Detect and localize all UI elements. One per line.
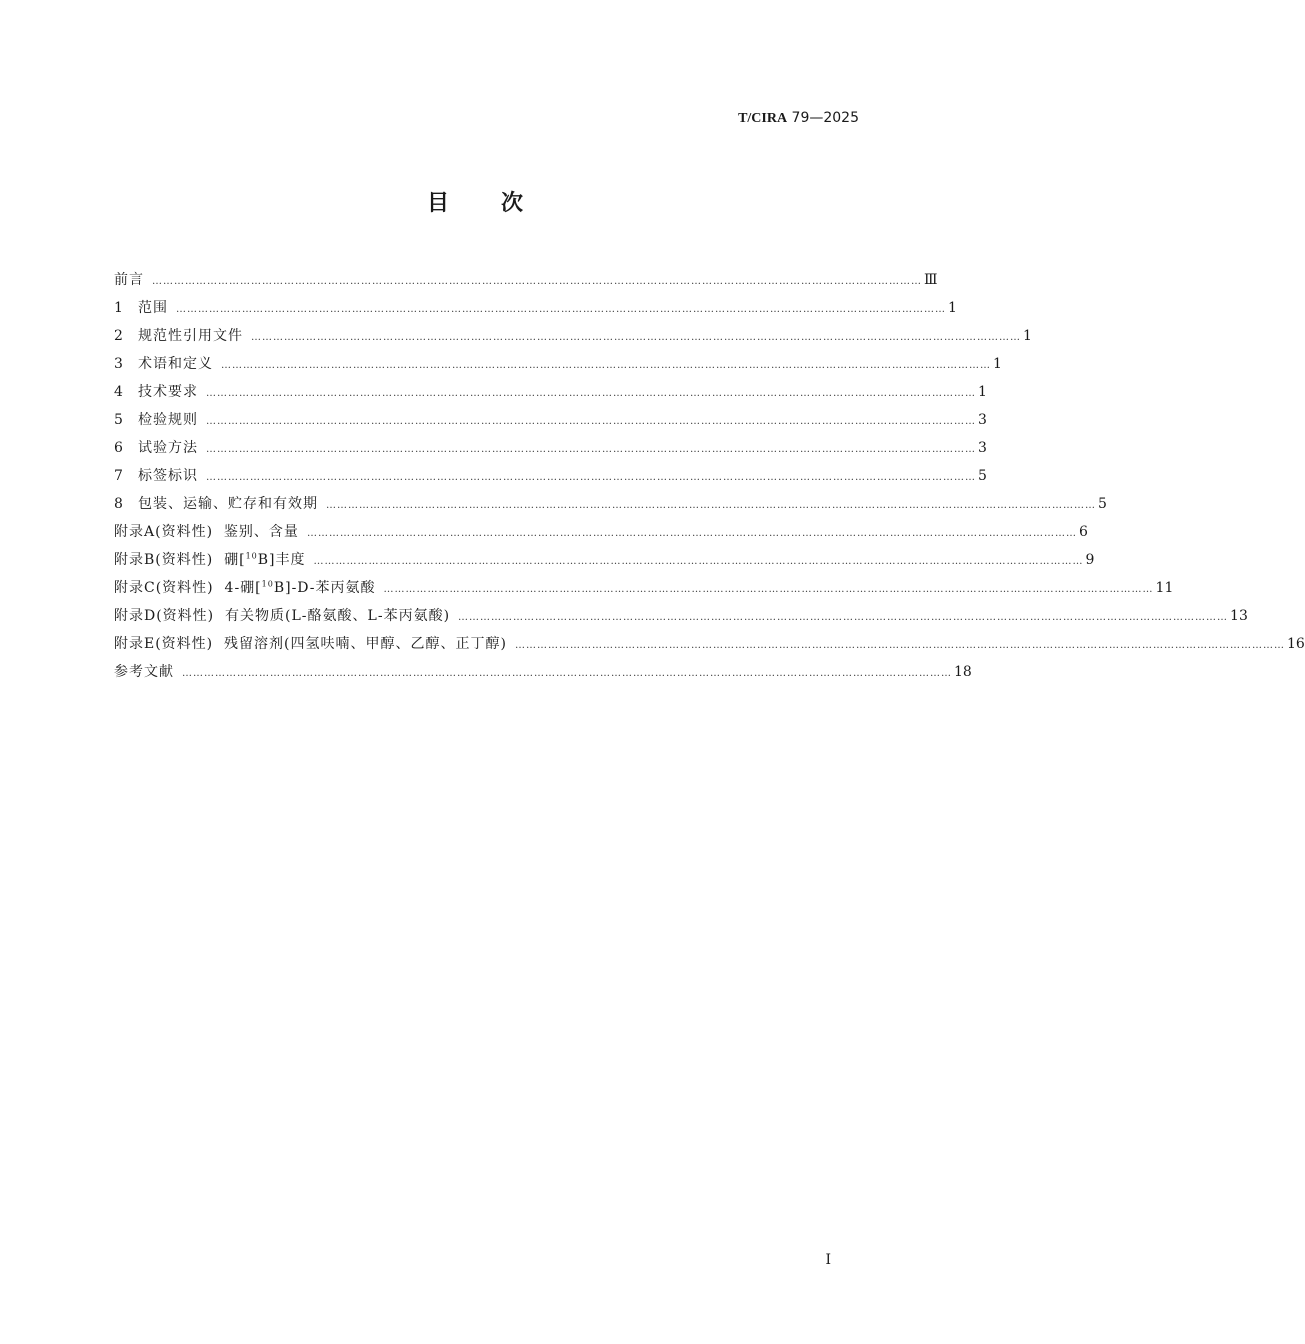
toc-entry-label xyxy=(114,546,306,574)
toc-entry-label-pre: 附录C(资料性) 4-硼[ xyxy=(114,580,262,596)
toc-entry-annex-c[interactable] xyxy=(114,574,1174,602)
toc-entry-page: 3 xyxy=(978,412,987,428)
toc-entry-label-superscript: 10 xyxy=(261,579,274,589)
toc-entry-label-pre: 附录B(资料性) 硼[ xyxy=(114,552,246,568)
toc-entry-bibliography[interactable] xyxy=(114,658,972,686)
toc-entry-annex-b[interactable] xyxy=(114,546,1095,574)
toc-leader-dots: ………………………………………………………………………………………………………………………………………………………………………………………… xyxy=(152,276,922,287)
toc-entry-label: 前言 xyxy=(114,272,144,288)
toc-entry-6[interactable] xyxy=(114,434,987,462)
toc-leader-dots: ………………………………………………………………………………………………………………………………………………………………………………………… xyxy=(206,388,976,399)
document-code xyxy=(738,110,859,127)
toc-entry-number: 1 xyxy=(114,300,123,316)
toc-entry-foreword[interactable] xyxy=(114,266,938,294)
toc-entry-label: 范围 xyxy=(138,300,168,316)
toc-entry-5[interactable] xyxy=(114,406,987,434)
toc-entry-label: 检验规则 xyxy=(138,412,198,428)
document-code-prefix: T/CIRA xyxy=(738,111,788,126)
toc-entry-number: 5 xyxy=(114,412,123,428)
table-of-contents xyxy=(114,266,1305,686)
toc-entry-page: 3 xyxy=(978,440,987,456)
toc-entry-page: 11 xyxy=(1155,580,1174,596)
toc-entry-page: 18 xyxy=(954,664,972,680)
toc-entry-number: 7 xyxy=(114,468,123,484)
toc-entry-page: 5 xyxy=(978,468,987,484)
toc-leader-dots: ………………………………………………………………………………………………………………………………………………………………………………………… xyxy=(206,444,976,455)
toc-entry-label: 试验方法 xyxy=(138,440,198,456)
toc-leader-dots: ………………………………………………………………………………………………………………………………………………………………………………………… xyxy=(313,556,1084,567)
toc-leader-dots: ………………………………………………………………………………………………………………………………………………………………………………………… xyxy=(206,472,976,483)
toc-entry-label: 技术要求 xyxy=(138,384,198,400)
toc-entry-label: 参考文献 xyxy=(114,664,174,680)
page-title xyxy=(0,186,950,217)
toc-leader-dots: ………………………………………………………………………………………………………………………………………………………………………………………… xyxy=(221,360,991,371)
toc-entry-page: 9 xyxy=(1085,552,1095,568)
toc-entry-page: 1 xyxy=(1023,328,1032,344)
toc-entry-7[interactable] xyxy=(114,462,987,490)
toc-entry-page: Ⅲ xyxy=(924,272,938,288)
toc-entry-page: 13 xyxy=(1230,608,1248,624)
toc-entry-label: 附录A(资料性) 鉴别、含量 xyxy=(114,524,299,540)
toc-entry-page: 1 xyxy=(993,356,1002,372)
toc-entry-label: 附录E(资料性) 残留溶剂(四氢呋喃、甲醇、乙醇、正丁醇) xyxy=(114,636,507,652)
toc-leader-dots: ………………………………………………………………………………………………………………………………………………………………………………………… xyxy=(182,668,952,679)
toc-entry-label-superscript: 10 xyxy=(245,551,258,561)
toc-entry-annex-d[interactable] xyxy=(114,602,1248,630)
toc-entry-label: 规范性引用文件 xyxy=(138,328,243,344)
page-title-char-1: 目 xyxy=(426,191,449,216)
footer-page-number: I xyxy=(825,1252,831,1268)
toc-entry-2[interactable] xyxy=(114,322,1032,350)
toc-entry-label-post: B]-D-苯丙氨酸 xyxy=(273,580,376,596)
toc-leader-dots: ………………………………………………………………………………………………………………………………………………………………………………………… xyxy=(306,528,1077,539)
toc-entry-number: 8 xyxy=(114,496,123,512)
toc-entry-number: 4 xyxy=(114,384,123,400)
toc-entry-page: 16 xyxy=(1286,636,1305,652)
toc-entry-label: 附录D(资料性) 有关物质(L-酪氨酸、L-苯丙氨酸) xyxy=(114,608,451,624)
toc-entry-page: 6 xyxy=(1078,524,1088,540)
toc-entry-3[interactable] xyxy=(114,350,1002,378)
toc-entry-page: 1 xyxy=(948,300,957,316)
toc-entry-label: 标签标识 xyxy=(138,468,198,484)
toc-entry-annex-a[interactable] xyxy=(114,518,1088,546)
toc-leader-dots: ………………………………………………………………………………………………………………………………………………………………………………………… xyxy=(514,640,1285,651)
toc-entry-number: 3 xyxy=(114,356,123,372)
toc-entry-1[interactable] xyxy=(114,294,957,322)
toc-entry-label xyxy=(114,574,376,602)
toc-entry-number: 2 xyxy=(114,328,123,344)
document-code-number: 79—2025 xyxy=(791,110,859,126)
toc-leader-dots: ………………………………………………………………………………………………………………………………………………………………………………………… xyxy=(176,304,946,315)
toc-entry-page: 5 xyxy=(1098,496,1107,512)
page-title-char-2: 次 xyxy=(501,191,524,216)
toc-entry-label-post: B]丰度 xyxy=(257,552,306,568)
toc-entry-label: 包装、运输、贮存和有效期 xyxy=(138,496,318,512)
toc-entry-4[interactable] xyxy=(114,378,987,406)
toc-entry-8[interactable] xyxy=(114,490,1107,518)
toc-entry-label: 术语和定义 xyxy=(138,356,213,372)
toc-leader-dots: ………………………………………………………………………………………………………………………………………………………………………………………… xyxy=(251,332,1021,343)
toc-leader-dots: ………………………………………………………………………………………………………………………………………………………………………………………… xyxy=(206,416,976,427)
toc-entry-number: 6 xyxy=(114,440,123,456)
toc-leader-dots: ………………………………………………………………………………………………………………………………………………………………………………………… xyxy=(326,500,1096,511)
toc-entry-page: 1 xyxy=(978,384,987,400)
toc-leader-dots: ………………………………………………………………………………………………………………………………………………………………………………………… xyxy=(458,612,1229,623)
toc-leader-dots: ………………………………………………………………………………………………………………………………………………………………………………………… xyxy=(383,584,1154,595)
toc-entry-annex-e[interactable] xyxy=(114,630,1305,658)
